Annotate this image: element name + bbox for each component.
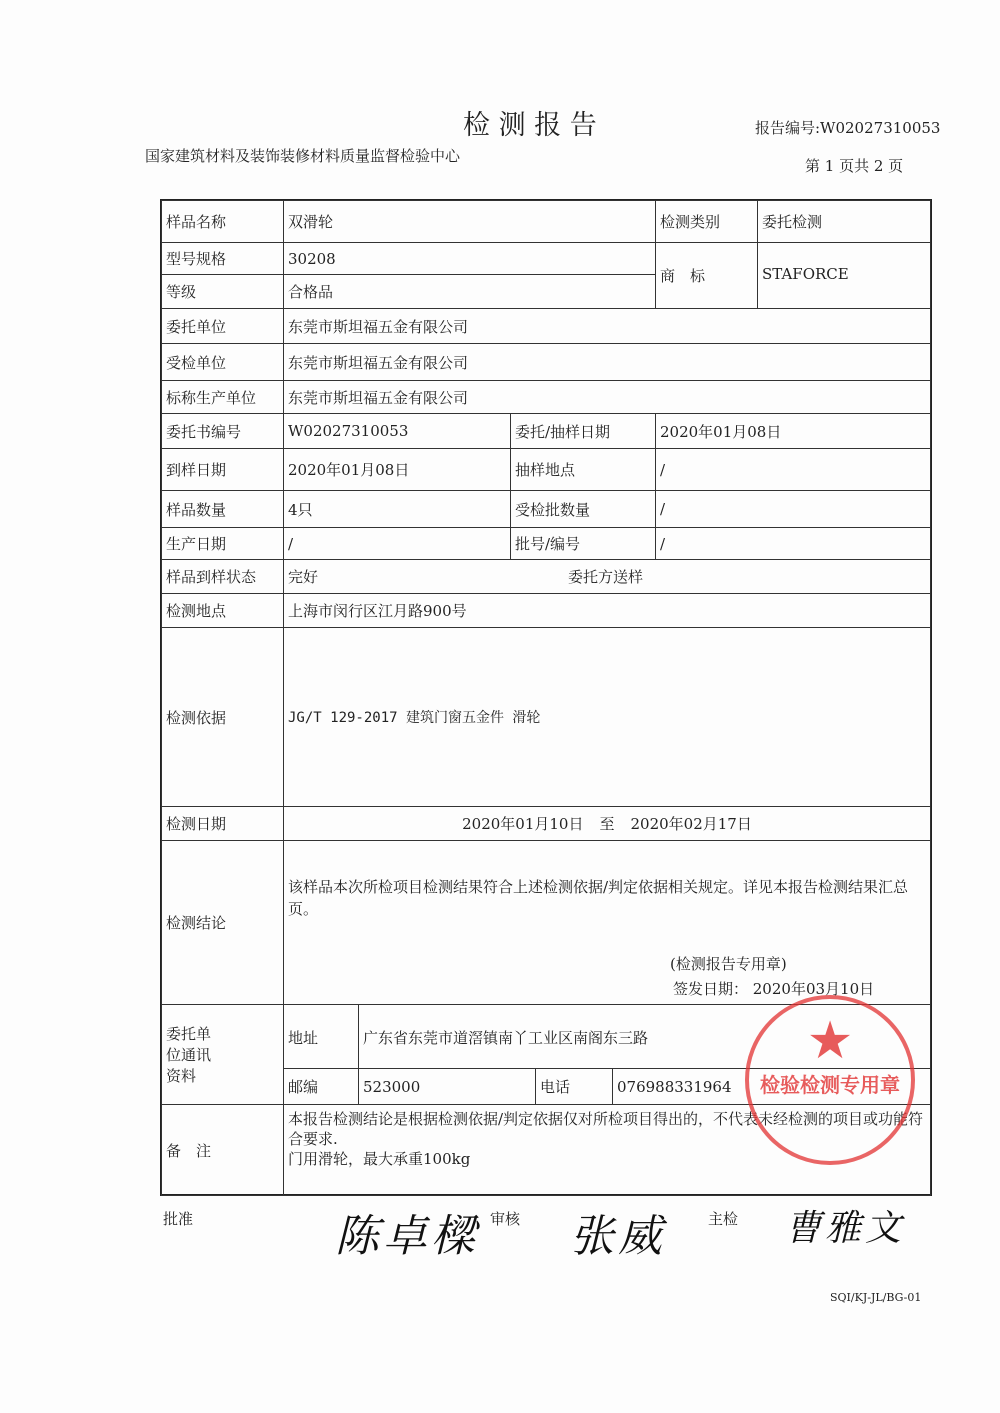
label: 型号规格 xyxy=(161,242,284,275)
label: 检测类别 xyxy=(655,200,758,243)
label: 地址 xyxy=(283,1004,359,1069)
label: 委托/抽样日期 xyxy=(510,413,656,449)
order-number: W02027310053 xyxy=(283,413,511,449)
model: 30208 xyxy=(283,242,656,275)
official-seal xyxy=(745,995,915,1165)
label: 受检批数量 xyxy=(510,490,656,528)
label: 到样日期 xyxy=(161,448,284,491)
sampling-place: / xyxy=(655,448,931,491)
remark-1: 本报告检测结论是根据检测依据/判定依据仅对所检项目得出的，不代表未经检测的项目或功能符合要求. xyxy=(288,1110,924,1148)
sample-state: 完好 xyxy=(288,568,319,586)
label: 样品到样状态 xyxy=(161,559,284,594)
report-number: 报告编号:W02027310053 xyxy=(755,119,941,137)
grade: 合格品 xyxy=(283,274,656,309)
label: 样品数量 xyxy=(161,490,284,528)
review-signature: 张威 xyxy=(570,1211,666,1262)
review-label: 审核 xyxy=(490,1210,521,1228)
delivery-method: 委托方送样 xyxy=(568,568,644,586)
approve-signature: 陈卓樑 xyxy=(335,1211,479,1262)
label: 标称生产单位 xyxy=(161,380,284,414)
label: 批号/编号 xyxy=(510,527,656,560)
report-title: 检 测 报 告 xyxy=(463,110,597,141)
brand: STAFORCE xyxy=(757,242,931,309)
label: 商 标 xyxy=(655,242,758,309)
arrival-date: 2020年01月08日 xyxy=(283,448,511,491)
remark-2: 门用滑轮，最大承重100kg xyxy=(288,1150,471,1168)
production-date: / xyxy=(283,527,511,560)
label: 委托单位 xyxy=(161,308,284,344)
label: 检测依据 xyxy=(161,627,284,807)
label: 生产日期 xyxy=(161,527,284,560)
postcode: 523000 xyxy=(358,1068,536,1105)
test-period xyxy=(283,806,931,841)
label: 检测日期 xyxy=(161,806,284,841)
test-location: 上海市闵行区江月路900号 xyxy=(283,593,931,628)
label: 检测结论 xyxy=(161,840,284,1005)
sample-state-cell xyxy=(283,559,931,594)
label: 受检单位 xyxy=(161,343,284,381)
label: 委托书编号 xyxy=(161,413,284,449)
conclusion-text: 该样品本次所检项目检测结果符合上述检测依据/判定依据相关规定。详见本报告检测结果汇总页。 xyxy=(288,878,909,918)
telephone: 076988331964 xyxy=(612,1068,931,1105)
label: 电话 xyxy=(535,1068,613,1105)
form-code: SQI/KJ-JL/BG-01 xyxy=(830,1291,922,1304)
label: 抽样地点 xyxy=(510,448,656,491)
inspector-signature: 曹雅文 xyxy=(785,1208,906,1249)
period-from: 2020年01月10日 xyxy=(462,815,584,833)
inspected-unit: 东莞市斯坦福五金有限公司 xyxy=(283,343,931,381)
manufacturer: 东莞市斯坦福五金有限公司 xyxy=(283,380,931,414)
star-icon: ★ xyxy=(806,1011,854,1071)
approve-label: 批准 xyxy=(163,1210,194,1228)
test-type: 委托检测 xyxy=(757,200,931,243)
sample-quantity: 4只 xyxy=(283,490,511,528)
page-number: 第 1 页共 2 页 xyxy=(805,157,904,175)
issue-date: 签发日期： 2020年03月10日 xyxy=(673,980,875,998)
label: 等级 xyxy=(161,274,284,309)
seal-note: (检测报告专用章) xyxy=(670,955,787,973)
period-separator: 至 xyxy=(599,815,615,833)
label: 邮编 xyxy=(283,1068,359,1105)
label: 检测地点 xyxy=(161,593,284,628)
label: 备 注 xyxy=(161,1104,284,1196)
address: 广东省东莞市道滘镇南丫工业区南阁东三路 xyxy=(358,1004,931,1069)
seal-text: 检验检测专用章 xyxy=(760,1073,900,1097)
sample-date: 2020年01月08日 xyxy=(655,413,931,449)
period-to: 2020年02月17日 xyxy=(630,815,752,833)
batch-quantity: / xyxy=(655,490,931,528)
org-name: 国家建筑材料及装饰装修材料质量监督检验中心 xyxy=(145,147,461,165)
label: 样品名称 xyxy=(161,200,284,243)
sample-name: 双滑轮 xyxy=(283,200,656,243)
client: 东莞市斯坦福五金有限公司 xyxy=(283,308,931,344)
test-basis: JG/T 129-2017 建筑门窗五金件 滑轮 xyxy=(283,627,931,807)
inspector-label: 主检 xyxy=(708,1210,739,1228)
lot-number: / xyxy=(655,527,931,560)
label: 委托单位通讯资料 xyxy=(161,1004,284,1105)
